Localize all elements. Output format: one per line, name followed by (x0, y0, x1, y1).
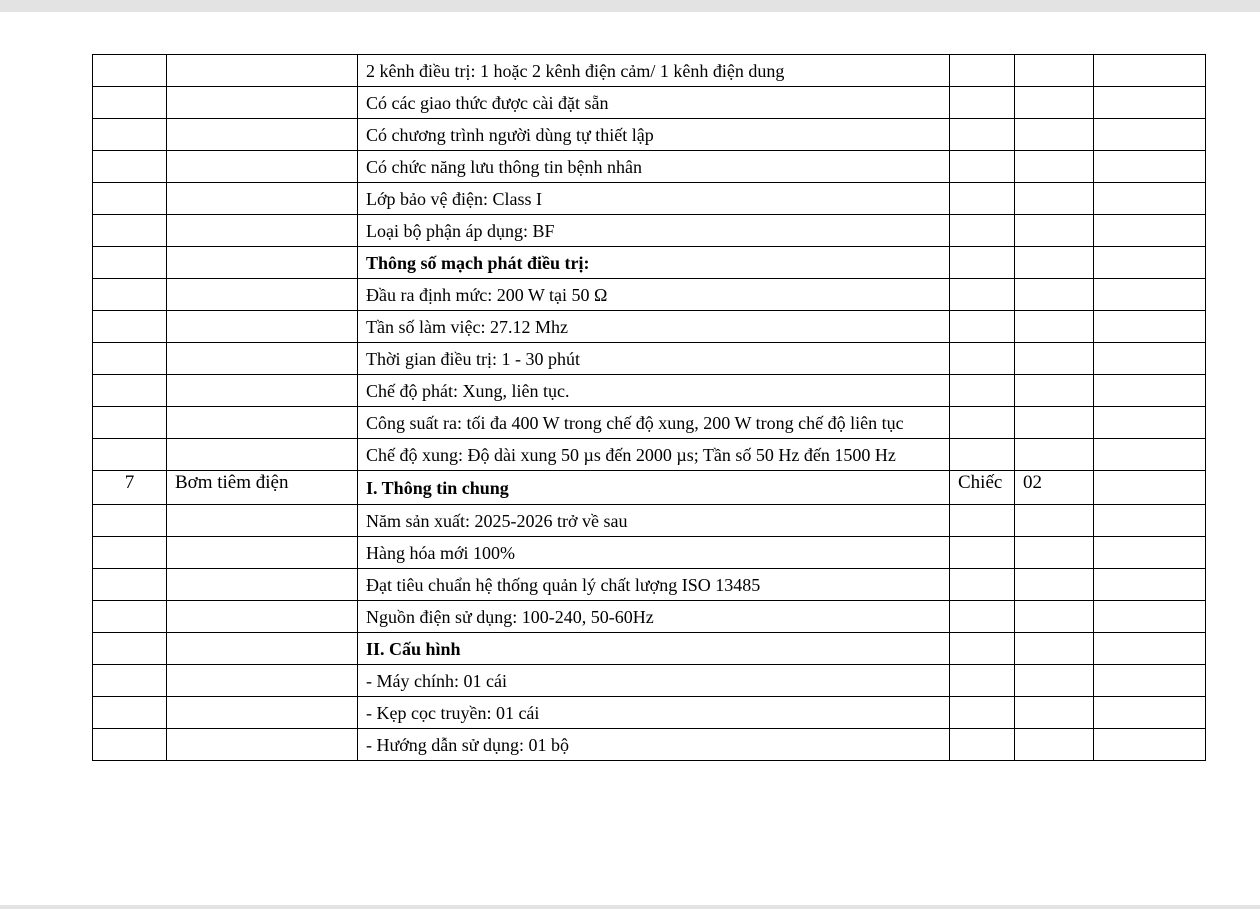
cell-note (1094, 55, 1206, 87)
cell-item-number (93, 247, 167, 279)
cell-item-number (93, 311, 167, 343)
cell-item-name (167, 697, 358, 729)
cell-specification: Đầu ra định mức: 200 W tại 50 Ω (358, 279, 950, 311)
cell-unit (950, 697, 1015, 729)
cell-note (1094, 183, 1206, 215)
cell-item-number (93, 375, 167, 407)
cell-quantity (1015, 537, 1094, 569)
cell-item-name (167, 569, 358, 601)
cell-quantity (1015, 55, 1094, 87)
cell-specification: 2 kênh điều trị: 1 hoặc 2 kênh điện cảm/ 1 kênh điện dung (358, 55, 950, 87)
table-row (93, 439, 1206, 471)
cell-quantity (1015, 375, 1094, 407)
cell-note (1094, 119, 1206, 151)
cell-quantity (1015, 119, 1094, 151)
cell-item-name (167, 601, 358, 633)
cell-item-number (93, 439, 167, 471)
table-row (93, 151, 1206, 183)
cell-item-number: 7 (93, 471, 167, 505)
cell-item-name (167, 505, 358, 537)
table-row (93, 697, 1206, 729)
cell-unit (950, 279, 1015, 311)
table-row (93, 407, 1206, 439)
cell-unit: Chiếc (950, 471, 1015, 505)
cell-item-name (167, 407, 358, 439)
cell-quantity (1015, 729, 1094, 761)
cell-quantity (1015, 183, 1094, 215)
cell-specification: Chế độ phát: Xung, liên tục. (358, 375, 950, 407)
cell-item-name (167, 665, 358, 697)
cell-unit (950, 343, 1015, 375)
cell-unit (950, 87, 1015, 119)
cell-note (1094, 151, 1206, 183)
cell-specification: Công suất ra: tối đa 400 W trong chế độ xung, 200 W trong chế độ liên tục (358, 407, 950, 439)
cell-item-number (93, 279, 167, 311)
cell-item-name (167, 279, 358, 311)
table-row (93, 343, 1206, 375)
cell-item-name (167, 55, 358, 87)
cell-quantity (1015, 151, 1094, 183)
table-row (93, 215, 1206, 247)
cell-specification: - Máy chính: 01 cái (358, 665, 950, 697)
cell-specification: I. Thông tin chung (358, 471, 950, 505)
document-page (0, 12, 1260, 905)
cell-item-name (167, 151, 358, 183)
cell-specification: Thông số mạch phát điều trị: (358, 247, 950, 279)
cell-note (1094, 87, 1206, 119)
table-row (93, 311, 1206, 343)
cell-note (1094, 665, 1206, 697)
cell-specification: Lớp bảo vệ điện: Class I (358, 183, 950, 215)
cell-quantity (1015, 407, 1094, 439)
table-row (93, 537, 1206, 569)
cell-item-number (93, 633, 167, 665)
cell-item-number (93, 55, 167, 87)
cell-item-name (167, 183, 358, 215)
cell-item-name (167, 311, 358, 343)
cell-note (1094, 343, 1206, 375)
cell-unit (950, 601, 1015, 633)
cell-quantity (1015, 343, 1094, 375)
cell-item-number (93, 601, 167, 633)
cell-unit (950, 151, 1015, 183)
cell-note (1094, 439, 1206, 471)
cell-item-number (93, 87, 167, 119)
cell-item-number (93, 343, 167, 375)
cell-note (1094, 505, 1206, 537)
cell-note (1094, 279, 1206, 311)
cell-quantity (1015, 311, 1094, 343)
cell-quantity (1015, 569, 1094, 601)
cell-unit (950, 215, 1015, 247)
cell-quantity (1015, 633, 1094, 665)
cell-quantity (1015, 87, 1094, 119)
cell-specification: II. Cấu hình (358, 633, 950, 665)
cell-specification: Chế độ xung: Độ dài xung 50 µs đến 2000 µs; Tần số 50 Hz đến 1500 Hz (358, 439, 950, 471)
cell-item-name (167, 343, 358, 375)
cell-unit (950, 247, 1015, 279)
cell-item-number (93, 665, 167, 697)
cell-quantity (1015, 439, 1094, 471)
cell-quantity (1015, 665, 1094, 697)
cell-item-number (93, 569, 167, 601)
cell-specification: Loại bộ phận áp dụng: BF (358, 215, 950, 247)
cell-quantity (1015, 697, 1094, 729)
cell-note (1094, 247, 1206, 279)
viewer-top-bar (0, 0, 1260, 12)
cell-item-number (93, 119, 167, 151)
cell-note (1094, 537, 1206, 569)
cell-unit (950, 119, 1015, 151)
cell-item-number (93, 697, 167, 729)
cell-unit (950, 665, 1015, 697)
cell-item-number (93, 537, 167, 569)
cell-note (1094, 729, 1206, 761)
table-row (93, 729, 1206, 761)
cell-unit (950, 183, 1015, 215)
cell-note (1094, 375, 1206, 407)
cell-item-name (167, 633, 358, 665)
table-row (93, 279, 1206, 311)
table-row (93, 471, 1206, 505)
cell-specification: Hàng hóa mới 100% (358, 537, 950, 569)
table-row (93, 665, 1206, 697)
cell-note (1094, 407, 1206, 439)
cell-quantity (1015, 601, 1094, 633)
cell-specification: Năm sản xuất: 2025-2026 trở về sau (358, 505, 950, 537)
cell-quantity: 02 (1015, 471, 1094, 505)
cell-specification: Đạt tiêu chuẩn hệ thống quản lý chất lượng ISO 13485 (358, 569, 950, 601)
cell-specification: - Kẹp cọc truyền: 01 cái (358, 697, 950, 729)
cell-quantity (1015, 279, 1094, 311)
table-row (93, 601, 1206, 633)
cell-specification: - Hướng dẫn sử dụng: 01 bộ (358, 729, 950, 761)
table-row (93, 505, 1206, 537)
table-body (93, 55, 1206, 761)
table-row (93, 119, 1206, 151)
cell-item-name (167, 439, 358, 471)
cell-item-name (167, 537, 358, 569)
cell-item-number (93, 505, 167, 537)
table-row (93, 633, 1206, 665)
cell-specification: Có chức năng lưu thông tin bệnh nhân (358, 151, 950, 183)
cell-quantity (1015, 215, 1094, 247)
cell-item-number (93, 729, 167, 761)
cell-item-number (93, 407, 167, 439)
table-row (93, 87, 1206, 119)
cell-quantity (1015, 247, 1094, 279)
cell-note (1094, 633, 1206, 665)
cell-item-name (167, 87, 358, 119)
cell-note (1094, 471, 1206, 505)
cell-item-number (93, 183, 167, 215)
cell-quantity (1015, 505, 1094, 537)
table-row (93, 569, 1206, 601)
cell-unit (950, 505, 1015, 537)
cell-item-number (93, 215, 167, 247)
cell-unit (950, 537, 1015, 569)
cell-specification: Tần số làm việc: 27.12 Mhz (358, 311, 950, 343)
cell-specification: Nguồn điện sử dụng: 100-240, 50-60Hz (358, 601, 950, 633)
viewer-bottom-bar (0, 905, 1260, 909)
cell-unit (950, 311, 1015, 343)
cell-unit (950, 633, 1015, 665)
equipment-spec-table (92, 54, 1206, 761)
table-row (93, 375, 1206, 407)
cell-note (1094, 569, 1206, 601)
cell-specification: Có các giao thức được cài đặt sẵn (358, 87, 950, 119)
cell-note (1094, 215, 1206, 247)
cell-unit (950, 407, 1015, 439)
cell-item-name (167, 729, 358, 761)
table-row (93, 247, 1206, 279)
cell-unit (950, 375, 1015, 407)
cell-unit (950, 439, 1015, 471)
cell-unit (950, 729, 1015, 761)
cell-unit (950, 569, 1015, 601)
cell-item-name (167, 119, 358, 151)
cell-note (1094, 697, 1206, 729)
cell-note (1094, 311, 1206, 343)
cell-item-name (167, 247, 358, 279)
cell-item-name (167, 215, 358, 247)
cell-specification: Có chương trình người dùng tự thiết lập (358, 119, 950, 151)
table-row (93, 183, 1206, 215)
cell-item-number (93, 151, 167, 183)
cell-item-name: Bơm tiêm điện (167, 471, 358, 505)
cell-unit (950, 55, 1015, 87)
cell-specification: Thời gian điều trị: 1 - 30 phút (358, 343, 950, 375)
cell-note (1094, 601, 1206, 633)
table-row (93, 55, 1206, 87)
cell-item-name (167, 375, 358, 407)
